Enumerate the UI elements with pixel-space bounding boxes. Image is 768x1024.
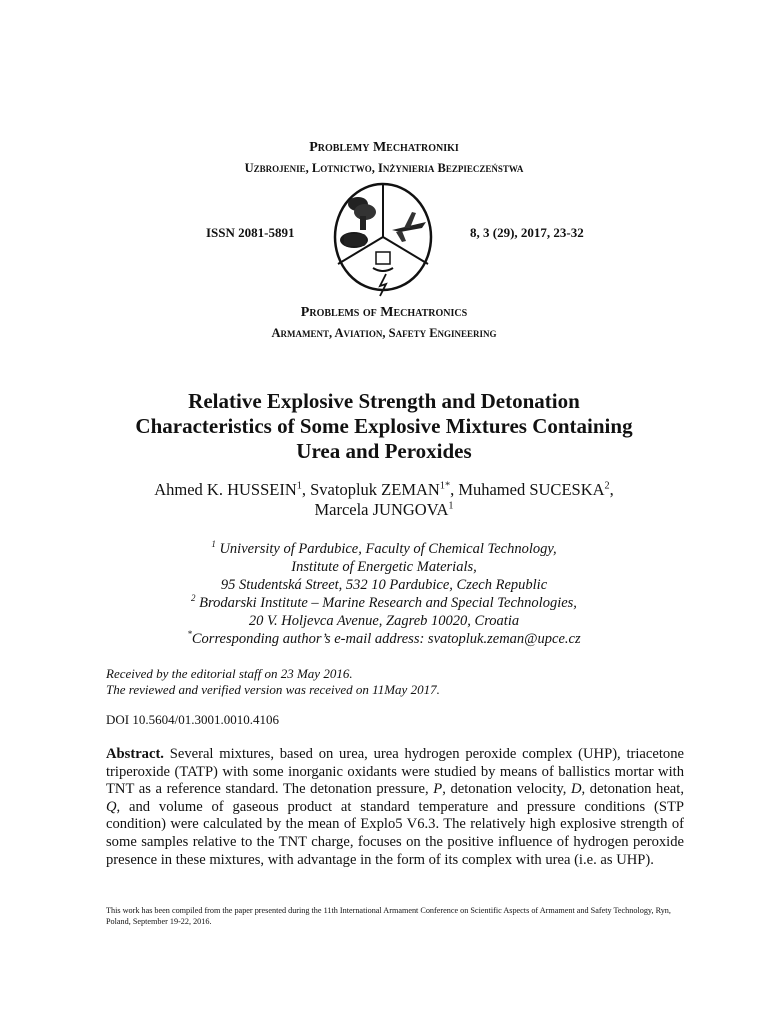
author-affil-mark: 1 xyxy=(296,480,302,492)
affil-mark: * xyxy=(187,629,192,640)
journal-logo xyxy=(330,182,436,302)
author-name: Muhamed SUCESKA xyxy=(458,480,605,499)
journal-subtitle-en: Armament, Aviation, Safety Engineering xyxy=(271,326,497,340)
author-separator: , xyxy=(609,480,614,499)
doi: DOI 10.5604/01.3001.0010.4106 xyxy=(106,712,279,727)
author-name: Svatopluk ZEMAN xyxy=(310,480,440,499)
volume-info: 8, 3 (29), 2017, 23-32 xyxy=(470,225,584,240)
journal-title-pl: Problemy Mechatroniki xyxy=(309,140,459,155)
author-list xyxy=(84,480,684,520)
affiliation-line xyxy=(84,540,684,558)
received-line: The reviewed and verified version was received on 11May 2017. xyxy=(106,682,440,697)
title-line: Characteristics of Some Explosive Mixtures Containing xyxy=(135,414,633,438)
author-affil-mark: 1* xyxy=(439,480,451,492)
abstract-text: Several mixtures, based on urea, urea hydrogen peroxide complex (UHP), triacetone triperoxide (TATP) with some inorganic oxidants were studied by means of ballistics mortar with TNT as a reference standard. The detonation pressure, xyxy=(106,746,684,798)
received-line: Received by the editorial staff on 23 May 2016. xyxy=(106,666,353,681)
author-separator: , xyxy=(301,480,311,499)
affiliation-text: University of Pardubice, Faculty of Chemical Technology, xyxy=(215,541,557,557)
author-affil-mark: 2 xyxy=(604,480,610,492)
corresponding-author xyxy=(84,630,684,648)
issn: ISSN 2081-5891 xyxy=(206,225,295,240)
affiliation-text: Corresponding author’s e-mail address: svatopluk.zeman@upce.cz xyxy=(191,631,581,647)
affil-mark: 2 xyxy=(191,593,196,604)
abstract-variable: P xyxy=(433,781,443,798)
journal-title-en: Problems of Mechatronics xyxy=(300,305,468,320)
author-separator: , xyxy=(450,480,459,499)
abstract-text: , detonation velocity, xyxy=(442,781,571,798)
abstract-variable: Q xyxy=(106,798,117,815)
affiliation-line: Institute of Energetic Materials, xyxy=(291,559,477,575)
author-line xyxy=(84,480,684,500)
affiliation-line: 95 Studentská Street, 532 10 Pardubice, Czech Republic xyxy=(220,577,548,593)
abstract xyxy=(106,746,684,869)
affiliations xyxy=(84,540,684,648)
affiliation-text: Brodarski Institute – Marine Research and Special Technologies, xyxy=(195,595,577,611)
title-line: Relative Explosive Strength and Detonation xyxy=(188,389,580,413)
abstract-text: , detonation heat, xyxy=(581,781,684,798)
affiliation-line xyxy=(84,594,684,612)
footnote: This work has been compiled from the paper presented during the 11th International Armament Conference on Scientific Aspects of Armament and Safety Technology, Ryn, Poland, September 19-22, 2016. xyxy=(106,906,671,926)
affiliation-line: 20 V. Holjevca Avenue, Zagreb 10020, Croatia xyxy=(248,613,520,629)
abstract-variable: D xyxy=(571,781,582,798)
received-dates xyxy=(106,666,440,698)
author-name: Marcela JUNGOVA xyxy=(314,500,449,519)
author-name: Ahmed K. HUSSEIN xyxy=(154,480,297,499)
abstract-label: Abstract. xyxy=(106,746,164,762)
affil-mark: 1 xyxy=(211,539,216,550)
title-line: Urea and Peroxides xyxy=(296,439,472,463)
paper-title xyxy=(84,389,684,464)
journal-subtitle-pl: Uzbrojenie, Lotnictwo, Inżynieria Bezpieczeństwa xyxy=(244,161,524,175)
abstract-text: , and volume of gaseous product at standard temperature and pressure conditions (STP condition) were calculated by the mean of Explo5 V6.3. The relatively high explosive strength of some samples relative to the TNT charge, focuses on the positive influence of hydrogen peroxide presence in these mixtures, with advantage in the form of its complex with urea (i.e. as UHP). xyxy=(106,798,684,868)
author-affil-mark: 1 xyxy=(448,500,454,512)
author-line xyxy=(84,500,684,520)
